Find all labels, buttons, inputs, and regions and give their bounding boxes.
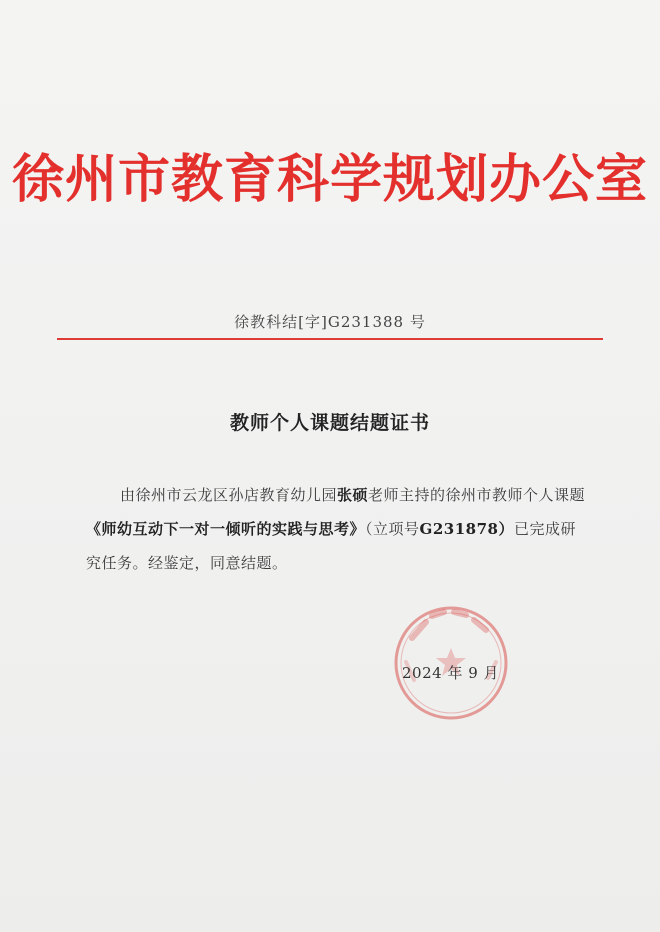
red-divider <box>57 338 603 340</box>
certificate-body <box>86 478 586 580</box>
body-part-4: 已完成研究任务。经鉴定，同意结题。 <box>86 520 576 572</box>
body-part-2: 老师主持的徐州市教师个人课题 <box>368 486 586 504</box>
document-number: 徐教科结[字]G231388 号 <box>234 313 426 331</box>
project-number: G231878） <box>419 520 514 538</box>
org-header: 徐州市教育科学规划办公室 <box>11 149 648 210</box>
teacher-name: 张硕 <box>337 486 369 504</box>
body-part-3: （立项号 <box>365 520 420 538</box>
certificate-title: 教师个人课题结题证书 <box>229 412 430 434</box>
issue-date: 2024 年 9 月 <box>402 664 500 682</box>
body-part-1: 由徐州市云龙区孙店教育幼儿园 <box>120 486 338 504</box>
project-title: 《师幼互动下一对一倾听的实践与思考》 <box>86 520 366 538</box>
